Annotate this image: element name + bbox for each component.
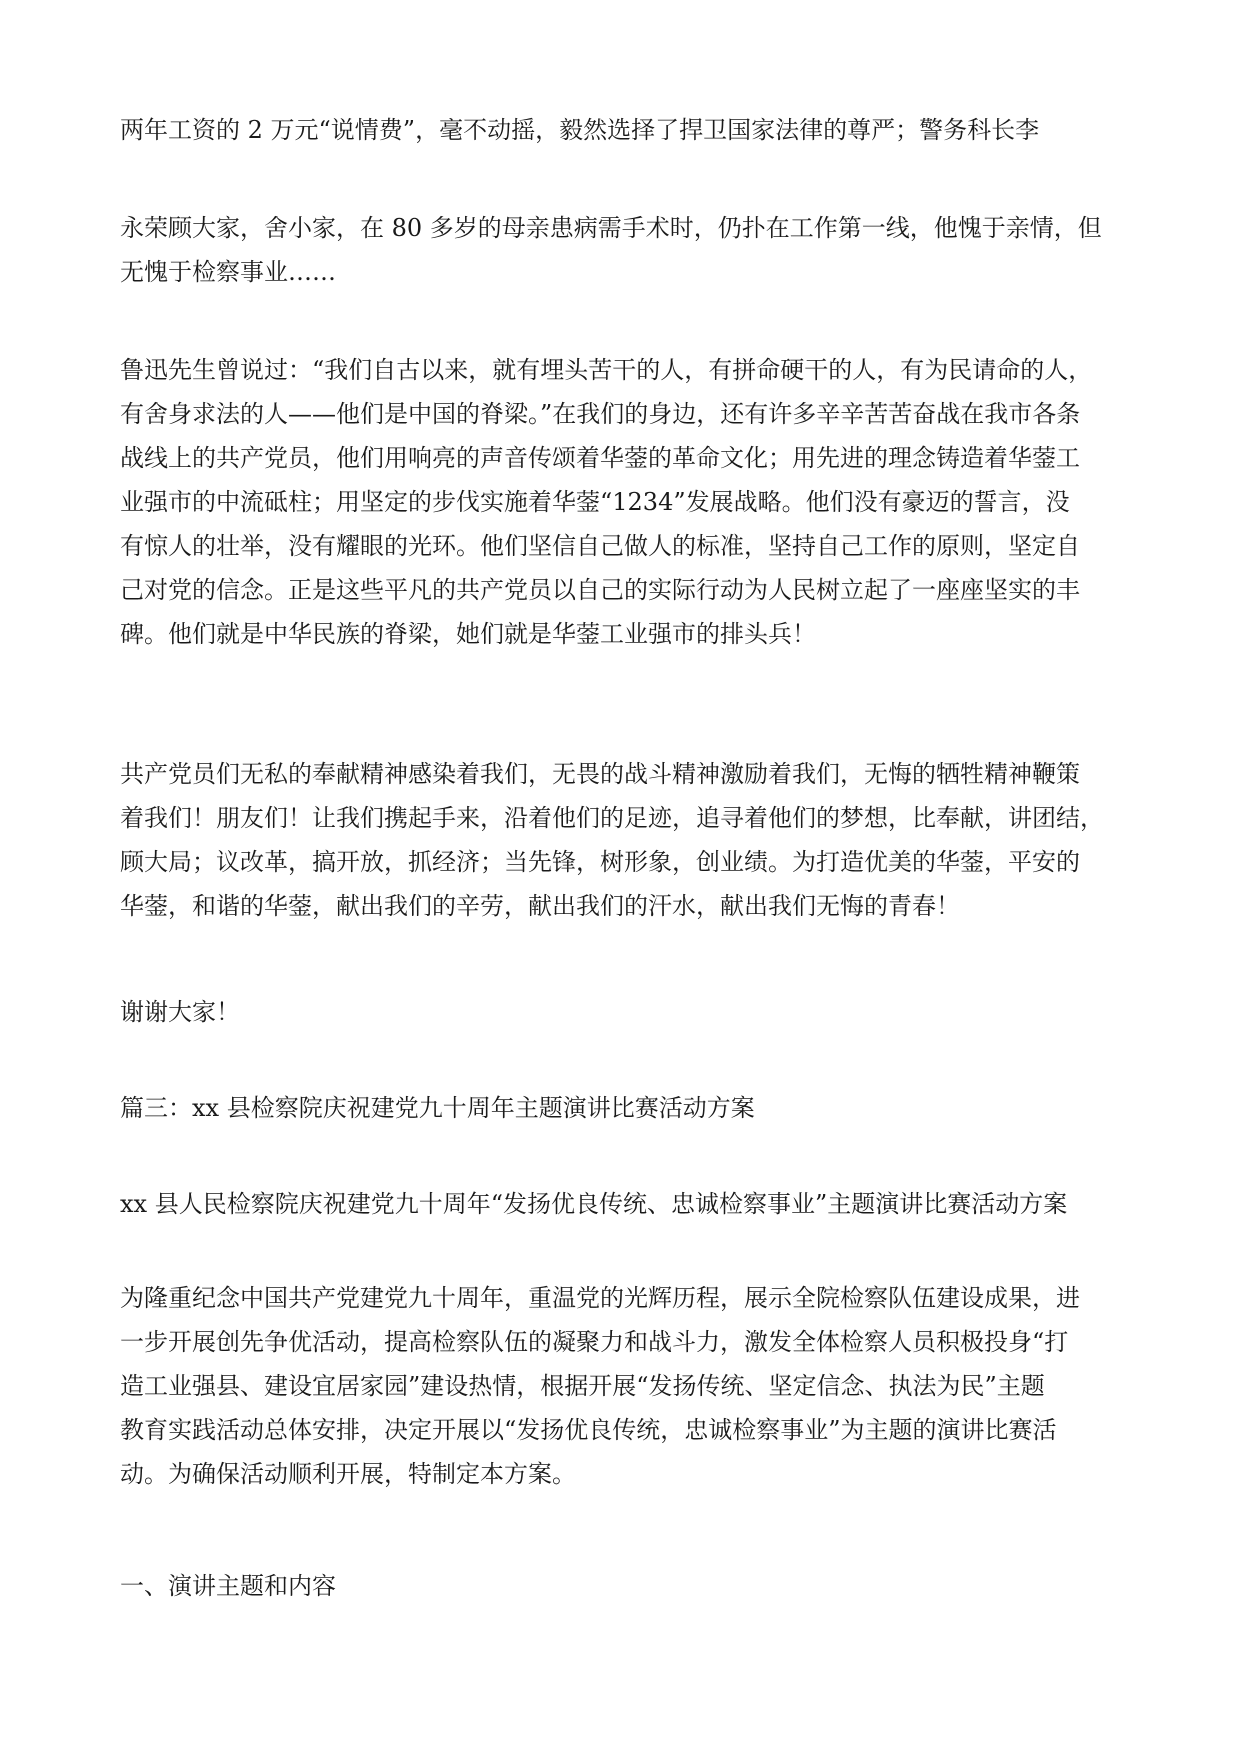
- text-line: 永荣顾大家，舍小家，在 80 多岁的母亲患病需手术时，仍扑在工作第一线，他愧于亲情，但: [120, 214, 1102, 242]
- section-heading-topic-content: [120, 1564, 1128, 1608]
- paragraph-luxun-quote: [120, 348, 1128, 656]
- paragraph-plan-intro: [120, 1276, 1128, 1496]
- text-line: 业强市的中流砥柱；用坚定的步伐实施着华蓥“1234”发展战略。他们没有豪迈的誓言，没: [120, 488, 1070, 516]
- text-line: 顾大局；议改革，搞开放，抓经济；当先锋，树形象，创业绩。为打造优美的华蓥，平安的: [120, 848, 1080, 876]
- text-line: 无愧于检察事业……: [120, 258, 336, 286]
- section-heading-part-three: [120, 1086, 1128, 1130]
- text-line: 共产党员们无私的奉献精神感染着我们，无畏的战斗精神激励着我们，无悔的牺牲精神鞭策: [120, 760, 1080, 788]
- text-line: 有舍身求法的人——他们是中国的脊梁。”在我们的身边，还有许多辛辛苦苦奋战在我市各条: [120, 400, 1081, 428]
- text-line: 一、演讲主题和内容: [120, 1572, 336, 1600]
- text-line: 篇三：xx 县检察院庆祝建党九十周年主题演讲比赛活动方案: [120, 1094, 755, 1122]
- text-line: 战线上的共产党员，他们用响亮的声音传颂着华蓥的革命文化；用先进的理念铸造着华蓥工: [120, 444, 1080, 472]
- paragraph-thanks: [120, 990, 1128, 1034]
- text-line: 鲁迅先生曾说过：“我们自古以来，就有埋头苦干的人，有拼命硬干的人，有为民请命的人，: [120, 356, 1093, 384]
- text-line: xx 县人民检察院庆祝建党九十周年“发扬优良传统、忠诚检察事业”主题演讲比赛活动方案: [120, 1190, 1068, 1218]
- text-line: 己对党的信念。正是这些平凡的共产党员以自己的实际行动为人民树立起了一座座坚实的丰: [120, 576, 1080, 604]
- paragraph-party-members-spirit: [120, 752, 1128, 928]
- text-line: 教育实践活动总体安排，决定开展以“发扬优良传统，忠诚检察事业”为主题的演讲比赛活: [120, 1416, 1057, 1444]
- text-line: 造工业强县、建设宜居家园”建设热情，根据开展“发扬传统、坚定信念、执法为民”主题: [120, 1372, 1045, 1400]
- plan-title: [120, 1182, 1128, 1226]
- text-line: 碑。他们就是中华民族的脊梁，她们就是华蓥工业强市的排头兵！: [120, 620, 816, 648]
- text-line: 两年工资的 2 万元“说情费”，毫不动摇，毅然选择了捍卫国家法律的尊严；警务科长李: [120, 116, 1040, 144]
- text-line: 着我们！朋友们！让我们携起手来，沿着他们的足迹，追寻着他们的梦想，比奉献，讲团结，: [120, 804, 1104, 832]
- text-line: 一步开展创先争优活动，提高检察队伍的凝聚力和战斗力，激发全体检察人员积极投身“打: [120, 1328, 1069, 1356]
- text-line: 动。为确保活动顺利开展，特制定本方案。: [120, 1460, 576, 1488]
- text-line: 华蓥，和谐的华蓥，献出我们的辛劳，献出我们的汗水，献出我们无悔的青春！: [120, 892, 960, 920]
- paragraph-salary-refusal: [120, 108, 1128, 152]
- text-line: 有惊人的壮举，没有耀眼的光环。他们坚信自己做人的标准，坚持自己工作的原则，坚定自: [120, 532, 1080, 560]
- text-line: 为隆重纪念中国共产党建党九十周年，重温党的光辉历程，展示全院检察队伍建设成果，进: [120, 1284, 1080, 1312]
- text-line: 谢谢大家！: [120, 998, 240, 1026]
- paragraph-yongrong: [120, 206, 1128, 294]
